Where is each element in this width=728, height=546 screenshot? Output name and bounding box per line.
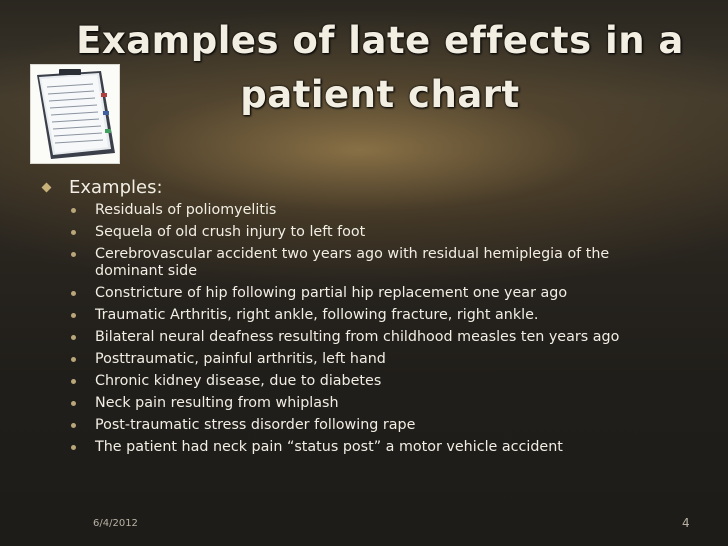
list-item-text: Traumatic Arthritis, right ankle, following fracture, right ankle. (95, 306, 539, 323)
list-item (40, 224, 680, 241)
list-item-text: Posttraumatic, painful arthritis, left hand (95, 350, 386, 367)
slide-content (40, 177, 680, 461)
list-item-text: Neck pain resulting from whiplash (95, 394, 339, 411)
examples-heading (40, 177, 680, 199)
dot-bullet-icon (71, 379, 76, 384)
slide-title-line-2: patient chart (240, 73, 520, 116)
examples-list (40, 202, 680, 455)
list-item-text: Chronic kidney disease, due to diabetes (95, 372, 382, 389)
examples-heading-text: Examples: (69, 177, 163, 198)
list-item (40, 307, 680, 324)
dot-bullet-icon (71, 423, 76, 428)
dot-bullet-icon (71, 313, 76, 318)
dot-bullet-icon (71, 291, 76, 296)
list-item (40, 417, 680, 434)
dot-bullet-icon (71, 401, 76, 406)
list-item-text: Residuals of poliomyelitis (95, 202, 277, 218)
slide-title (60, 14, 700, 122)
list-item (40, 246, 680, 279)
slide-number: 4 (682, 516, 690, 530)
list-item (40, 373, 680, 390)
dot-bullet-icon (71, 230, 76, 235)
list-item (40, 395, 680, 412)
dot-bullet-icon (71, 335, 76, 340)
list-item (40, 351, 680, 368)
diamond-bullet-icon (42, 183, 52, 193)
dot-bullet-icon (71, 445, 76, 450)
dot-bullet-icon (71, 252, 76, 257)
patient-chart-clipboard-icon (30, 64, 120, 164)
list-item-text: Constricture of hip following partial hip replacement one year ago (95, 284, 568, 301)
list-item (40, 202, 680, 219)
list-item (40, 329, 680, 346)
list-item-text: Sequela of old crush injury to left foot (95, 224, 366, 240)
list-item-text: Post-traumatic stress disorder following rape (95, 416, 416, 433)
dot-bullet-icon (71, 208, 76, 213)
list-item-text: The patient had neck pain “status post” a motor vehicle accident (95, 438, 563, 455)
footer-date: 6/4/2012 (93, 518, 138, 529)
slide-title-line-1: Examples of late effects in a (76, 19, 684, 62)
list-item (40, 439, 680, 456)
list-item-text: Bilateral neural deafness resulting from childhood measles ten years ago (95, 328, 620, 345)
list-item-text: Cerebrovascular accident two years ago with residual hemiplegia of the dominant side (95, 246, 610, 279)
dot-bullet-icon (71, 357, 76, 362)
list-item (40, 285, 680, 302)
